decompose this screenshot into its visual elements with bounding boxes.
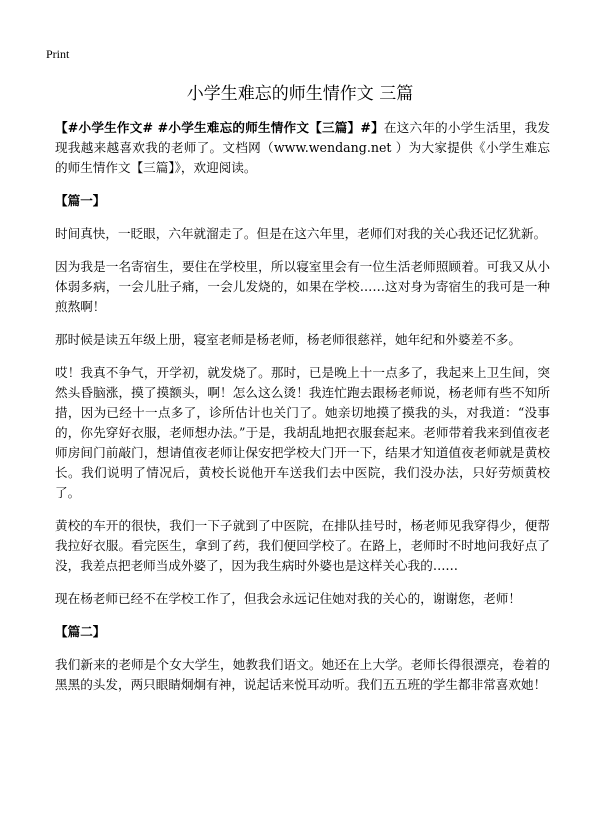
paragraph: 那时候是读五年级上册，寝室老师是杨老师，杨老师很慈祥，她年纪和外婆差不多。 <box>55 332 521 347</box>
paragraph: 我们新来的老师是个女大学生，她教我们语文。她还在上大学。老师长得很漂亮，卷着的黑黑的头发，两只眼睛炯炯有神，说起话来悦耳动听。我们五五班的学生都非常喜欢她！ <box>55 657 550 692</box>
paragraph: 现在杨老师已经不在学校工作了，但我会永远记住她对我的关心的，谢谢您，老师！ <box>55 591 521 606</box>
paragraph: 因为我是一名寄宿生，要住在学校里，所以寝室里会有一位生活老师照顾着。可我又从小体弱多病，一会儿肚子痛，一会儿发烧的，如果在学校……这对身为寄宿生的我可是一种煎熬啊！ <box>55 259 550 314</box>
paragraph: 哎！我真不争气，开学初，就发烧了。那时，已是晚上十一点多了，我起来上卫生间，突然头昏脑涨，摸了摸额头，啊！怎么这么烫！我连忙跑去跟杨老师说，杨老师有些不知所措，因为已经十一点多了，诊所估计也关门了。她亲切地摸了摸我的头，对我道：“没事的，你先穿好衣服，老师想办法。”于是，我胡乱地把衣服套起来。老师带着我来到值夜老师房间门前敲门，想请值夜老师让保安把学校大门开一下，结果才知道值夜老师就是黄校长。我们说明了情况后，黄校长说他开车送我们去中医院，我们没办法，只好劳烦黄校了。 <box>55 365 550 500</box>
section-heading: 【篇二】 <box>55 624 106 639</box>
article-body <box>55 118 550 708</box>
section-heading: 【篇一】 <box>55 193 106 208</box>
page-title: 小学生难忘的师生情作文 三篇 <box>186 84 414 104</box>
intro-paragraph <box>55 118 550 178</box>
intro-tags: 【#小学生作文# #小学生难忘的师生情作文【三篇】#】 <box>55 120 384 135</box>
intro-text: 在这六年的小学生活里，我发现我越来越喜欢我的老师了。文档网（www.wendang.net ）为大家提供《小学生难忘的师生情作文【三篇】》，欢迎阅读。 <box>55 120 551 175</box>
paragraph: 时间真快，一眨眼，六年就溜走了。但是在这六年里，老师们对我的关心我还记忆犹新。 <box>55 226 547 241</box>
paragraph: 黄校的车开的很快，我们一下子就到了中医院，在排队挂号时，杨老师见我穿得少，便帮我拉好衣服。看完医生，拿到了药，我们便回学校了。在路上，老师时不时地问我好点了没，我差点把老师当成外婆了，因为我生病时外婆也是这样关心我的…… <box>55 518 550 573</box>
print-label: Print <box>46 47 70 61</box>
